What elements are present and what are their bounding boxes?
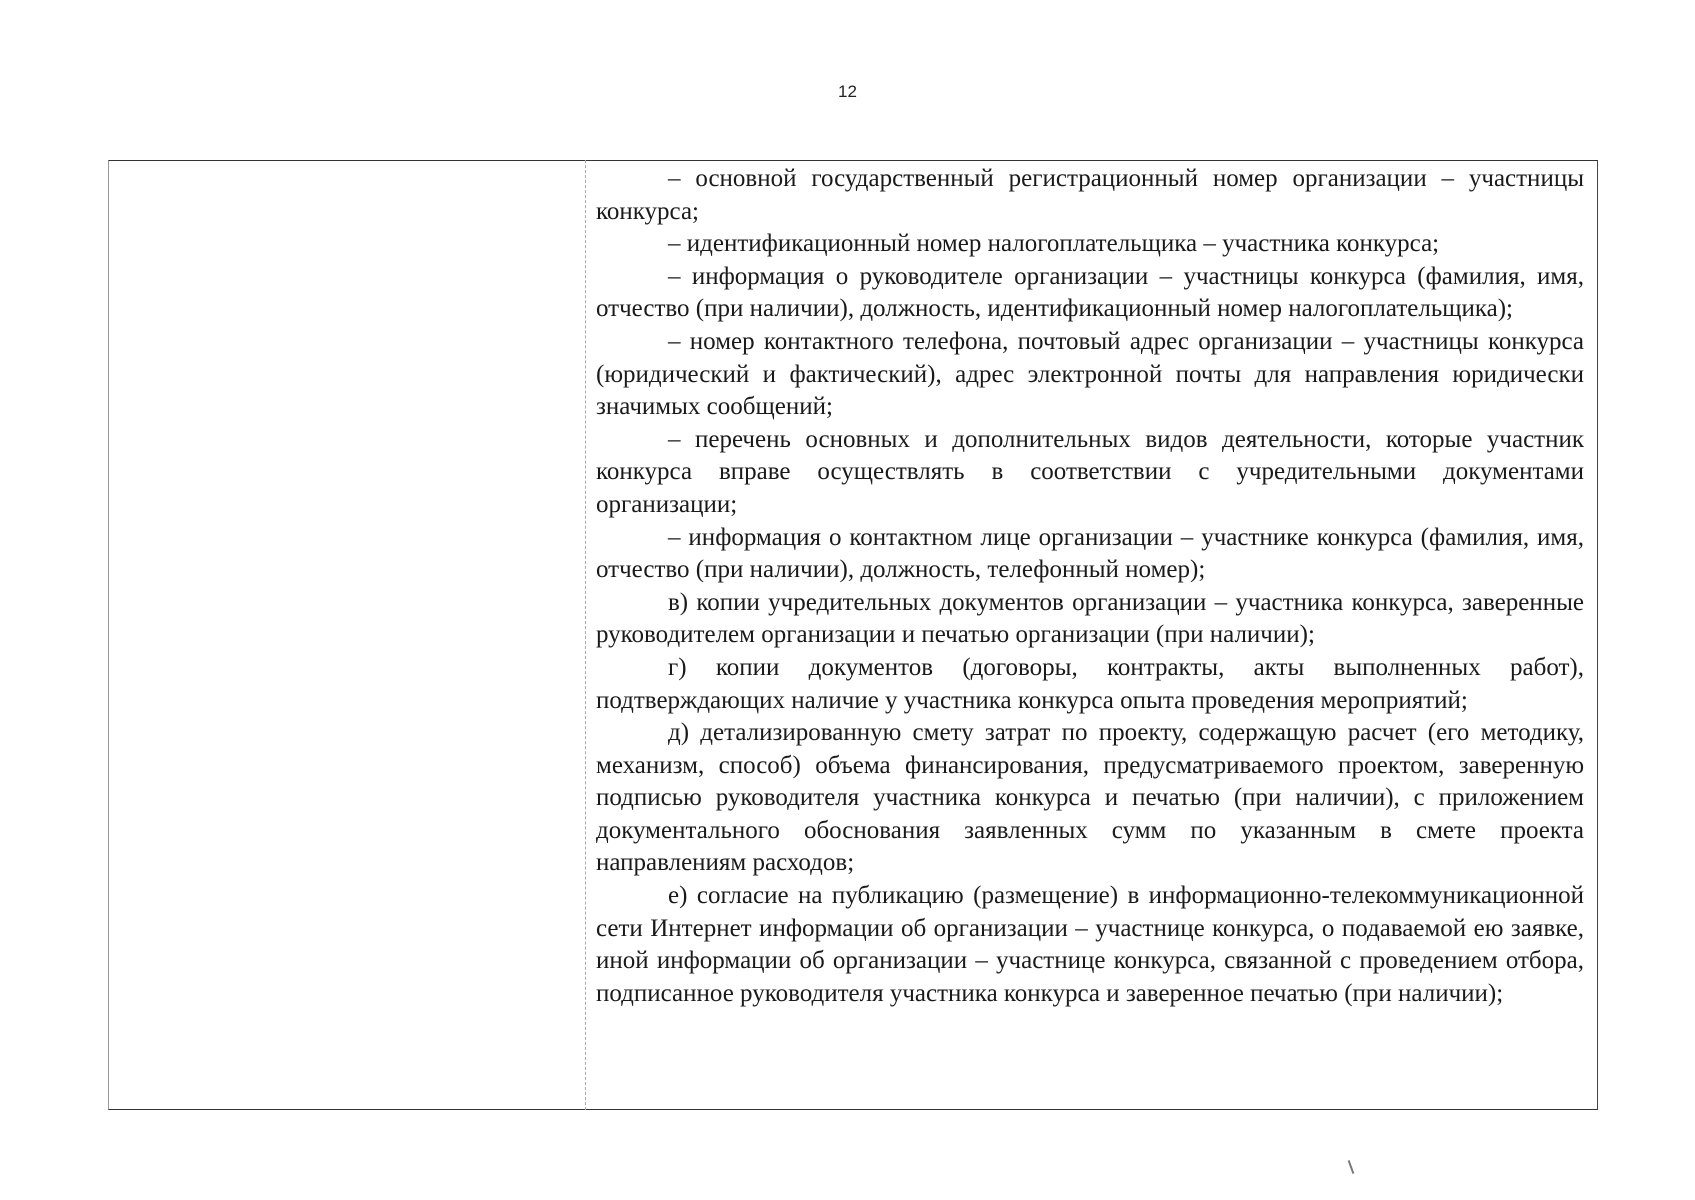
paragraph-contacts: – номер контактного телефона, почтовый адрес организации – участницы конкурса (юридический и фактический), адрес электронной почты для направления юридически значимых сообщений; (596, 327, 1584, 421)
paragraph-head-info: – информация о руководителе организации – участницы конкурса (фамилия, имя, отчество (при наличии), должность, идентификационный номер налогоплательщика); (596, 262, 1584, 323)
scan-artifact (1348, 1160, 1355, 1174)
paragraph-item-d: д) детализированную смету затрат по проекту, содержащую расчет (его методику, механизм, способ) объема финансирования, предусматриваемого проектом, заверенную подписью руководителя участника конкурса и печатью (при наличии), с приложением документального обоснования заявленных сумм по указанным в смете проекта направлениям расходов; (596, 719, 1584, 877)
paragraph-activities: – перечень основных и дополнительных видов деятельности, которые участник конкурса вправе осуществлять в соответствии с учредительными документами организации; (596, 425, 1584, 518)
paragraph-ogrn: – основной государственный регистрационный номер организации – участницы конкурса; (596, 165, 1584, 225)
paragraph-contact-person: – информация о контактном лице организации – участнике конкурса (фамилия, имя, отчество (при наличии), должность, телефонный номер); (596, 523, 1584, 584)
paragraph-item-v: в) копии учредительных документов организации – участника конкурса, заверенные руководителем организации и печатью организации (при наличии); (596, 588, 1584, 649)
cell-divider (585, 160, 586, 1110)
table-right-cell (596, 163, 1584, 1010)
paragraph-item-g: г) копии документов (договоры, контракты, акты выполненных работ), подтверждающих наличие у участника конкурса опыта проведения мероприятий; (596, 653, 1584, 714)
table-left-cell (108, 160, 585, 1110)
page-number: 12 (838, 82, 857, 101)
paragraph-inn: – идентификационный номер налогоплательщика – участника конкурса; (668, 230, 1440, 258)
paragraph-item-e: е) согласие на публикацию (размещение) в информационно-телекоммуникационной сети Интернет информации об организации – участнице конкурса, о подаваемой ею заявке, иной информации об организации – участнице конкурса, связанной с проведением отбора, подписанное руководителя участника конкурса и заверенное печатью (при наличии); (596, 882, 1584, 1007)
